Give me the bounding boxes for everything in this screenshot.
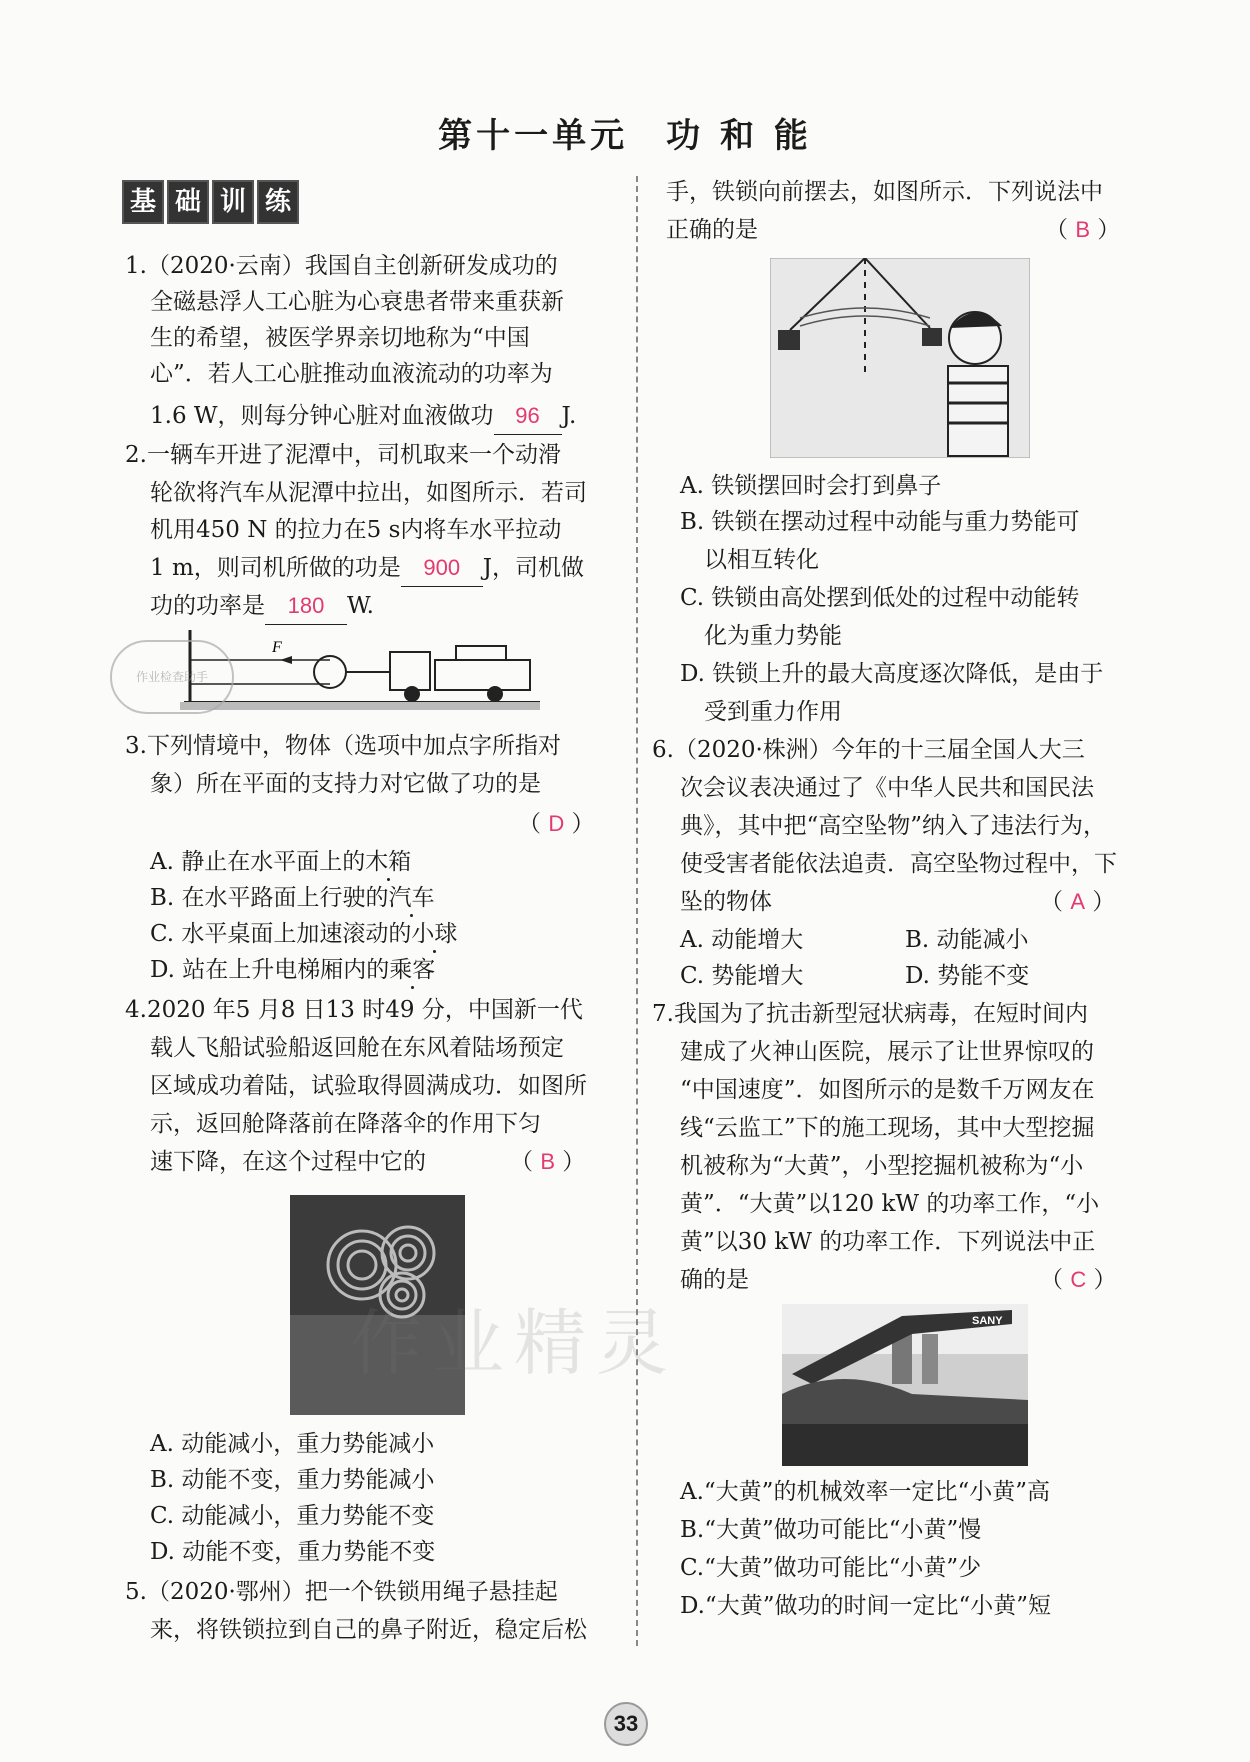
q2-line <box>150 550 584 587</box>
q4-answer-paren: （ B ） <box>510 1149 586 1175</box>
q7-line: 机被称为“大黄”，小型挖掘机被称为“小 <box>680 1153 1084 1179</box>
q3-option: D. 站在上升电梯厢内的乘客 <box>150 957 436 983</box>
q7-answer-paren: （ C ） <box>1040 1267 1117 1293</box>
q2-figure-label: F <box>272 639 282 656</box>
q5-line: 手，铁锁向前摆去，如图所示．下列说法中 <box>666 179 1103 205</box>
dotted-text: 木箱 <box>365 849 412 875</box>
q2-answer-1: 900 <box>423 555 461 580</box>
q6-option: C. 势能增大 <box>680 963 804 989</box>
section-char: 训 <box>212 180 254 224</box>
q2-line: 轮欲将汽车从泥潭中拉出，如图所示．若司 <box>150 480 587 506</box>
section-banner <box>122 180 299 226</box>
section-char: 练 <box>257 180 299 224</box>
q4-option: A. 动能减小，重力势能减小 <box>150 1431 435 1457</box>
q5-option: 化为重力势能 <box>704 623 842 649</box>
q2-answer-blank <box>401 550 483 587</box>
q6-line: 典》，其中把“高空坠物”纳入了违法行为， <box>680 813 1107 839</box>
q6-line: 坠的物体 <box>680 889 772 915</box>
q5-option: C. 铁锁由高处摆到低处的过程中动能转 <box>680 585 1080 611</box>
page-title: 第十一单元 功 和 能 <box>438 116 812 156</box>
column-divider <box>636 176 638 1646</box>
q3-option: A. 静止在水平面上的木箱 <box>150 849 412 875</box>
q4-line: 速下降，在这个过程中它的 <box>150 1149 426 1175</box>
q3-option: C. 水平桌面上加速滚动的小球 <box>150 921 458 947</box>
q5-line: 正确的是 <box>666 217 758 243</box>
q6-line: 6.（2020·株洲）今年的十三届全国人大三 <box>652 737 1085 763</box>
q5-line: 来，将铁锁拉到自己的鼻子附近，稳定后松 <box>150 1617 587 1643</box>
q4-answer: B <box>540 1149 555 1174</box>
q1-answer-blank <box>494 398 562 435</box>
q2-line: 2.一辆车开进了泥潭中，司机取来一个动滑 <box>125 442 561 468</box>
q7-option: C.“大黄”做功可能比“小黄”少 <box>680 1555 982 1581</box>
q5-figure-pendulum-lock <box>770 258 1030 458</box>
section-char: 基 <box>122 180 164 224</box>
section-char: 础 <box>167 180 209 224</box>
q1-line <box>150 398 576 435</box>
q4-option: B. 动能不变，重力势能减小 <box>150 1467 435 1493</box>
q7-line: 黄”．“大黄”以120 kW 的功率工作，“小 <box>680 1191 1100 1217</box>
q4-line: 4.2020 年5 月8 日13 时49 分，中国新一代 <box>125 997 583 1023</box>
q7-figure-construction-site <box>782 1304 1028 1466</box>
q3-line: 象）所在平面的支持力对它做了功的是 <box>150 771 541 797</box>
q3-option: B. 在水平路面上行驶的汽车 <box>150 885 435 911</box>
q1-line: 生的希望，被医学界亲切地称为“中国 <box>150 325 530 351</box>
q2-text: 功的功率是 <box>150 593 265 619</box>
q3-answer-paren: （ D ） <box>518 811 595 837</box>
q7-line: 建成了火神山医院，展示了让世界惊叹的 <box>680 1039 1094 1065</box>
q7-figure-label: SANY <box>972 1315 1003 1327</box>
q1-text: J. <box>561 403 577 429</box>
q5-option: 以相互转化 <box>704 547 819 573</box>
q5-option: A. 铁锁摆回时会打到鼻子 <box>680 473 942 499</box>
q3-answer: D <box>548 811 565 836</box>
q2-figure-truck-pulley <box>180 630 550 712</box>
q2-answer-blank <box>265 588 347 625</box>
watermark: 作业精灵 <box>350 1301 679 1385</box>
q2-text: W. <box>347 593 374 619</box>
q2-text: 1 m，则司机所做的功是 <box>150 555 401 581</box>
q4-line: 载人飞船试验船返回舱在东风着陆场预定 <box>150 1035 564 1061</box>
q2-line <box>150 588 374 625</box>
dotted-text: 乘客 <box>389 957 436 983</box>
q4-line: 示，返回舱降落前在降落伞的作用下匀 <box>150 1111 541 1137</box>
q7-option: B.“大黄”做功可能比“小黄”慢 <box>680 1517 982 1543</box>
q1-line: 心”．若人工心脏推动血液流动的功率为 <box>150 361 553 387</box>
q4-option: C. 动能减小，重力势能不变 <box>150 1503 435 1529</box>
q6-option: D. 势能不变 <box>905 963 1030 989</box>
q2-text: J，司机做 <box>482 555 584 581</box>
q5-option: D. 铁锁上升的最大高度逐次降低，是由于 <box>680 661 1104 687</box>
stamp: 作业检查助手 <box>110 640 234 714</box>
q5-answer-paren: （ B ） <box>1045 217 1121 243</box>
q7-line: 线“云监工”下的施工现场，其中大型挖掘 <box>680 1115 1095 1141</box>
page-number: 33 <box>604 1702 648 1746</box>
q7-answer: C <box>1070 1267 1087 1292</box>
q4-option: D. 动能不变，重力势能不变 <box>150 1539 436 1565</box>
q5-option: B. 铁锁在摆动过程中动能与重力势能可 <box>680 509 1080 535</box>
q7-line: 7.我国为了抗击新型冠状病毒，在短时间内 <box>652 1001 1088 1027</box>
q6-option: B. 动能减小 <box>905 927 1029 953</box>
q5-option: 受到重力作用 <box>704 699 842 725</box>
q6-answer: A <box>1070 889 1085 914</box>
q7-option: D.“大黄”做功的时间一定比“小黄”短 <box>680 1593 1051 1619</box>
q2-answer-2: 180 <box>287 593 325 618</box>
q7-option: A.“大黄”的机械效率一定比“小黄”高 <box>680 1479 1050 1505</box>
q5-answer: B <box>1075 217 1090 242</box>
q6-option: A. 动能增大 <box>680 927 804 953</box>
dotted-text: 汽车 <box>388 885 435 911</box>
q5-line: 5.（2020·鄂州）把一个铁锁用绳子悬挂起 <box>125 1579 558 1605</box>
q1-text: 1.6 W，则每分钟心脏对血液做功 <box>150 403 494 429</box>
q6-line: 使受害者能依法追责．高空坠物过程中，下 <box>680 851 1117 877</box>
dotted-text: 小球 <box>411 921 458 947</box>
q1-line: 全磁悬浮人工心脏为心衰患者带来重获新 <box>150 289 564 315</box>
q7-line: “中国速度”．如图所示的是数千万网友在 <box>680 1077 1095 1103</box>
q7-line: 确的是 <box>680 1267 749 1293</box>
q3-line: 3.下列情境中，物体（选项中加点字所指对 <box>125 733 561 759</box>
q7-line: 黄”以30 kW 的功率工作．下列说法中正 <box>680 1229 1096 1255</box>
q1-line: 1.（2020·云南）我国自主创新研发成功的 <box>125 253 558 279</box>
q1-answer: 96 <box>515 403 540 428</box>
q2-line: 机用450 N 的拉力在5 s内将车水平拉动 <box>150 517 562 543</box>
q6-line: 次会议表决通过了《中华人民共和国民法 <box>680 775 1094 801</box>
q4-line: 区域成功着陆，试验取得圆满成功．如图所 <box>150 1073 587 1099</box>
q6-answer-paren: （ A ） <box>1040 889 1116 915</box>
